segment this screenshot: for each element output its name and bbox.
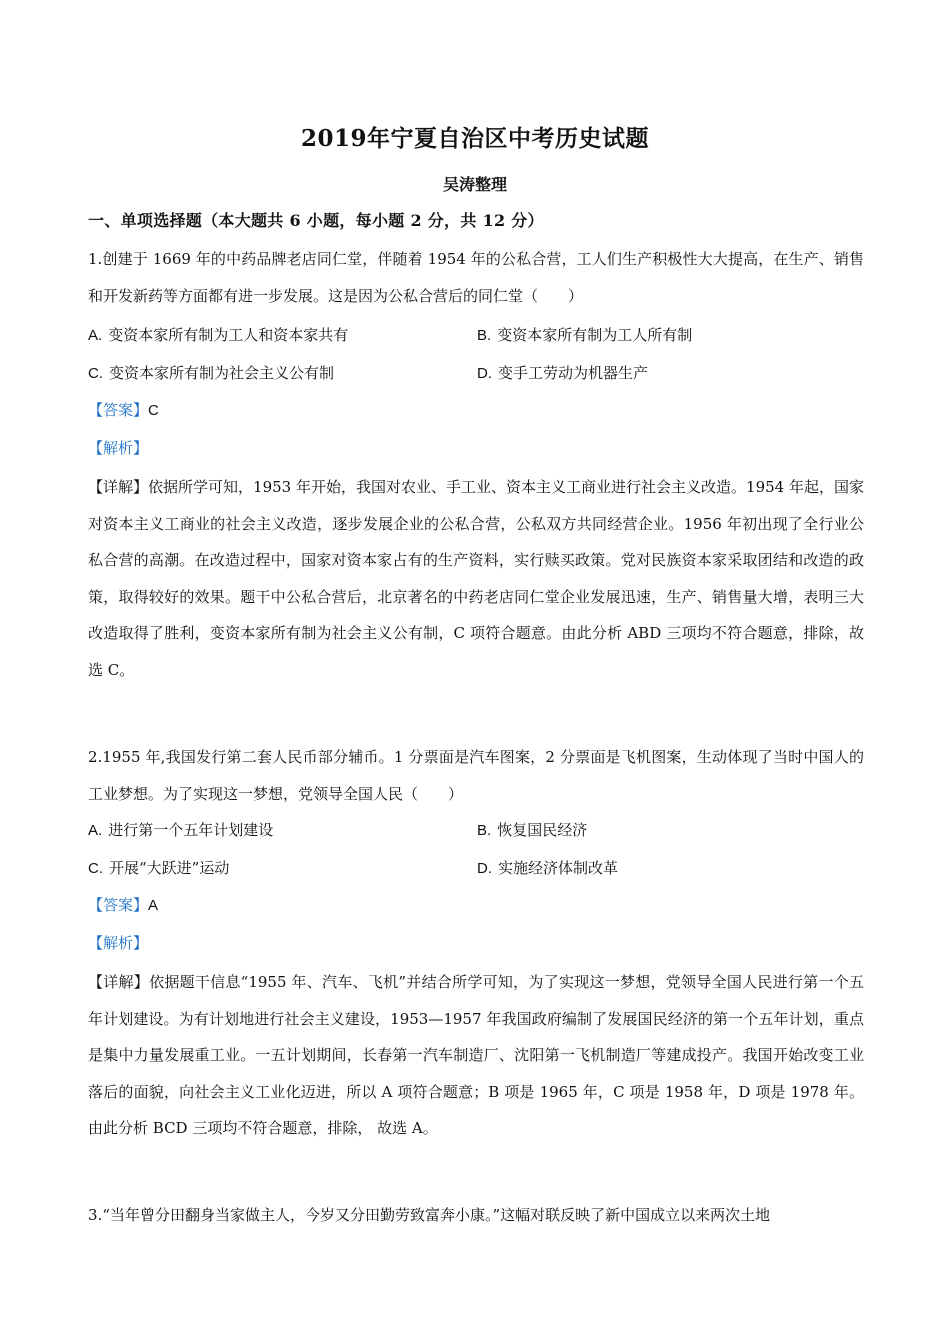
answer-label: 【答案】 xyxy=(88,896,149,914)
section-heading: 一、单项选择题（本大题共 6 小题，每小题 2 分，共 12 分） xyxy=(88,211,544,230)
question-1-option-a xyxy=(88,324,348,347)
option-text: 变资本家所有制为社会主义公有制 xyxy=(109,364,335,382)
document-author: 吴涛整理 xyxy=(442,175,507,194)
analysis-label: 【解析】 xyxy=(88,934,149,952)
option-text: 实施经济体制改革 xyxy=(498,859,619,877)
detail-label: 【详解】 xyxy=(88,478,149,496)
option-letter: D. xyxy=(477,860,492,877)
detail-text: 依据所学可知，1953 年开始，我国对农业、手工业、资本主义工商业进行社会主义改造。1954 年起，国家对资本主义工商业的社会主义改造，逐步发展企业的公私合营，公私双方共同经营企业。1956 年初出现了全行业公私合营的高潮。在改造过程中，国家对资本家占有的生产资料，实行赎买政策。党对民族资本家采取团结和改造的政策，取得较好的效果。题干中公私合营后，北京著名的中药老店同仁堂企业发展迅速，生产、销售量大增，表明三大改造取得了胜利，变资本家所有制为社会主义公有制，C 项符合题意。由此分析 ABD 三项均不符合题意，排除，故选 C。 xyxy=(88,478,864,679)
question-2-option-c xyxy=(88,857,229,880)
question-1-detail xyxy=(88,469,864,688)
option-letter: D. xyxy=(477,365,492,382)
question-1-option-c xyxy=(88,362,334,385)
option-letter: B. xyxy=(477,327,492,344)
question-1-stem: 1.创建于 1669 年的中药品牌老店同仁堂，伴随着 1954 年的公私合营，工人们生产积极性大大提高，在生产、销售和开发新药等方面都有进一步发展。这是因为公私合营后的同仁堂（ ） xyxy=(88,250,864,305)
question-2-answer xyxy=(88,894,158,917)
option-text: 进行第一个五年计划建设 xyxy=(108,821,274,839)
option-text: 变资本家所有制为工人所有制 xyxy=(497,326,693,344)
option-letter: A. xyxy=(88,822,103,839)
answer-label: 【答案】 xyxy=(88,401,149,419)
option-text: 变资本家所有制为工人和资本家共有 xyxy=(108,326,349,344)
option-letter: B. xyxy=(477,822,492,839)
answer-value: C xyxy=(148,402,159,419)
question-2-detail xyxy=(88,964,864,1147)
question-1-analysis xyxy=(88,437,148,459)
document-title: 2019年宁夏自治区中考历史试题 xyxy=(300,125,649,152)
analysis-label: 【解析】 xyxy=(88,439,149,457)
option-text: 恢复国民经济 xyxy=(497,821,588,839)
option-text: 开展“大跃进”运动 xyxy=(109,859,230,877)
question-2-option-a xyxy=(88,819,273,842)
question-1-option-b xyxy=(477,324,692,347)
question-3-stem: 3.“当年曾分田翻身当家做主人，今岁又分田勤劳致富奔小康。”这幅对联反映了新中国成立以来两次土地 xyxy=(88,1206,771,1224)
option-letter: C. xyxy=(88,365,103,382)
question-2-analysis xyxy=(88,932,148,954)
option-text: 变手工劳动为机器生产 xyxy=(498,364,649,382)
question-1-answer xyxy=(88,399,159,422)
detail-text: 依据题干信息“1955 年、汽车、飞机”并结合所学可知，为了实现这一梦想，党领导全国人民进行第一个五年计划建设。为有计划地进行社会主义建设，1953—1957 年我国政府编制了发展国民经济的第一个五年计划，重点是集中力量发展重工业。一五计划期间，长春第一汽车制造厂、沈阳第一飞机制造厂等建成投产。我国开始改变工业落后的面貌，向社会主义工业化迈进，所以 A 项符合题意；B 项是 1965 年，C 项是 1958 年，D 项是 1978 年。由此分析 BCD 三项均不符合题意，排除， 故选 A。 xyxy=(88,973,864,1137)
answer-value: A xyxy=(148,897,159,914)
question-2-option-d xyxy=(477,857,618,880)
question-1-option-d xyxy=(477,362,648,385)
detail-label: 【详解】 xyxy=(88,973,150,991)
question-2-stem: 2.1955 年,我国发行第二套人民币部分辅币。1 分票面是汽车图案，2 分票面是飞机图案，生动体现了当时中国人的工业梦想。为了实现这一梦想，党领导全国人民（ ） xyxy=(88,748,864,803)
option-letter: A. xyxy=(88,327,103,344)
option-letter: C. xyxy=(88,860,103,877)
question-2-option-b xyxy=(477,819,587,842)
